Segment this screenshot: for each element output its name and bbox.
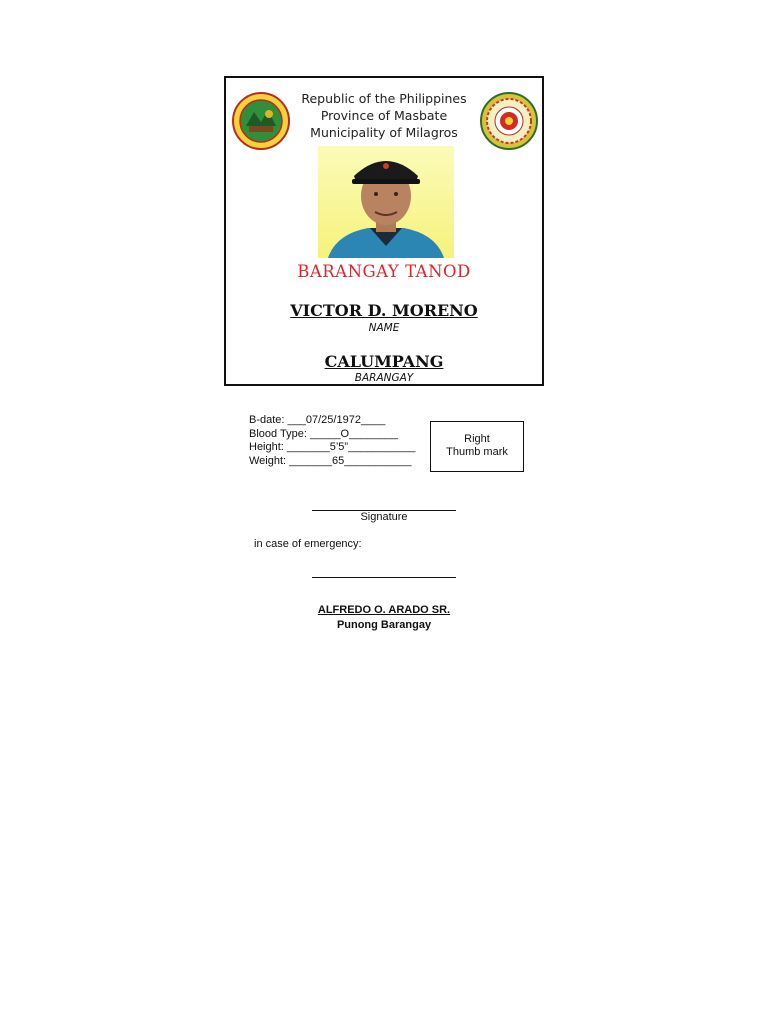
weight-row	[249, 455, 415, 469]
signature-label: Signature	[360, 511, 408, 523]
bdate-label: B-date:	[249, 414, 285, 426]
barangay-seal-icon	[480, 92, 538, 150]
header-line-country: Republic of the Philippines	[301, 91, 467, 106]
blood-type-row	[249, 428, 415, 442]
thumb-label-line1: Right	[464, 433, 490, 445]
barangay-name: CALUMPANG	[324, 352, 444, 371]
header-line-province: Province of Masbate	[320, 108, 448, 123]
blood-type-label: Blood Type:	[249, 427, 307, 440]
official-title: Punong Barangay	[336, 619, 432, 631]
header-line-municipality: Municipality of Milagros	[310, 125, 458, 140]
height-row	[249, 441, 415, 455]
blood-type-value: _____O________	[309, 427, 399, 440]
name-caption: NAME	[368, 322, 400, 334]
official-name: ALFREDO O. ARADO SR.	[317, 604, 451, 616]
height-label: Height:	[249, 441, 284, 453]
weight-value: _______65___________	[289, 454, 412, 467]
emergency-contact-line	[312, 577, 456, 578]
weight-label: Weight:	[249, 454, 287, 467]
bdate-value: ___07/25/1972____	[287, 414, 386, 426]
bdate-row	[249, 414, 415, 428]
municipal-seal-icon	[232, 92, 290, 150]
height-value: _______5’5”___________	[286, 441, 416, 453]
id-photo	[318, 146, 454, 258]
barangay-caption: BARANGAY	[354, 372, 414, 384]
role-title: BARANGAY TANOD	[297, 262, 471, 281]
thumb-mark-box	[430, 421, 524, 472]
id-card	[224, 76, 544, 386]
personal-details	[249, 414, 415, 468]
holder-name: VICTOR D. MORENO	[290, 301, 478, 320]
emergency-label: in case of emergency:	[254, 538, 362, 550]
card-header	[286, 90, 482, 141]
thumb-label-line2: Thumb mark	[446, 446, 508, 458]
